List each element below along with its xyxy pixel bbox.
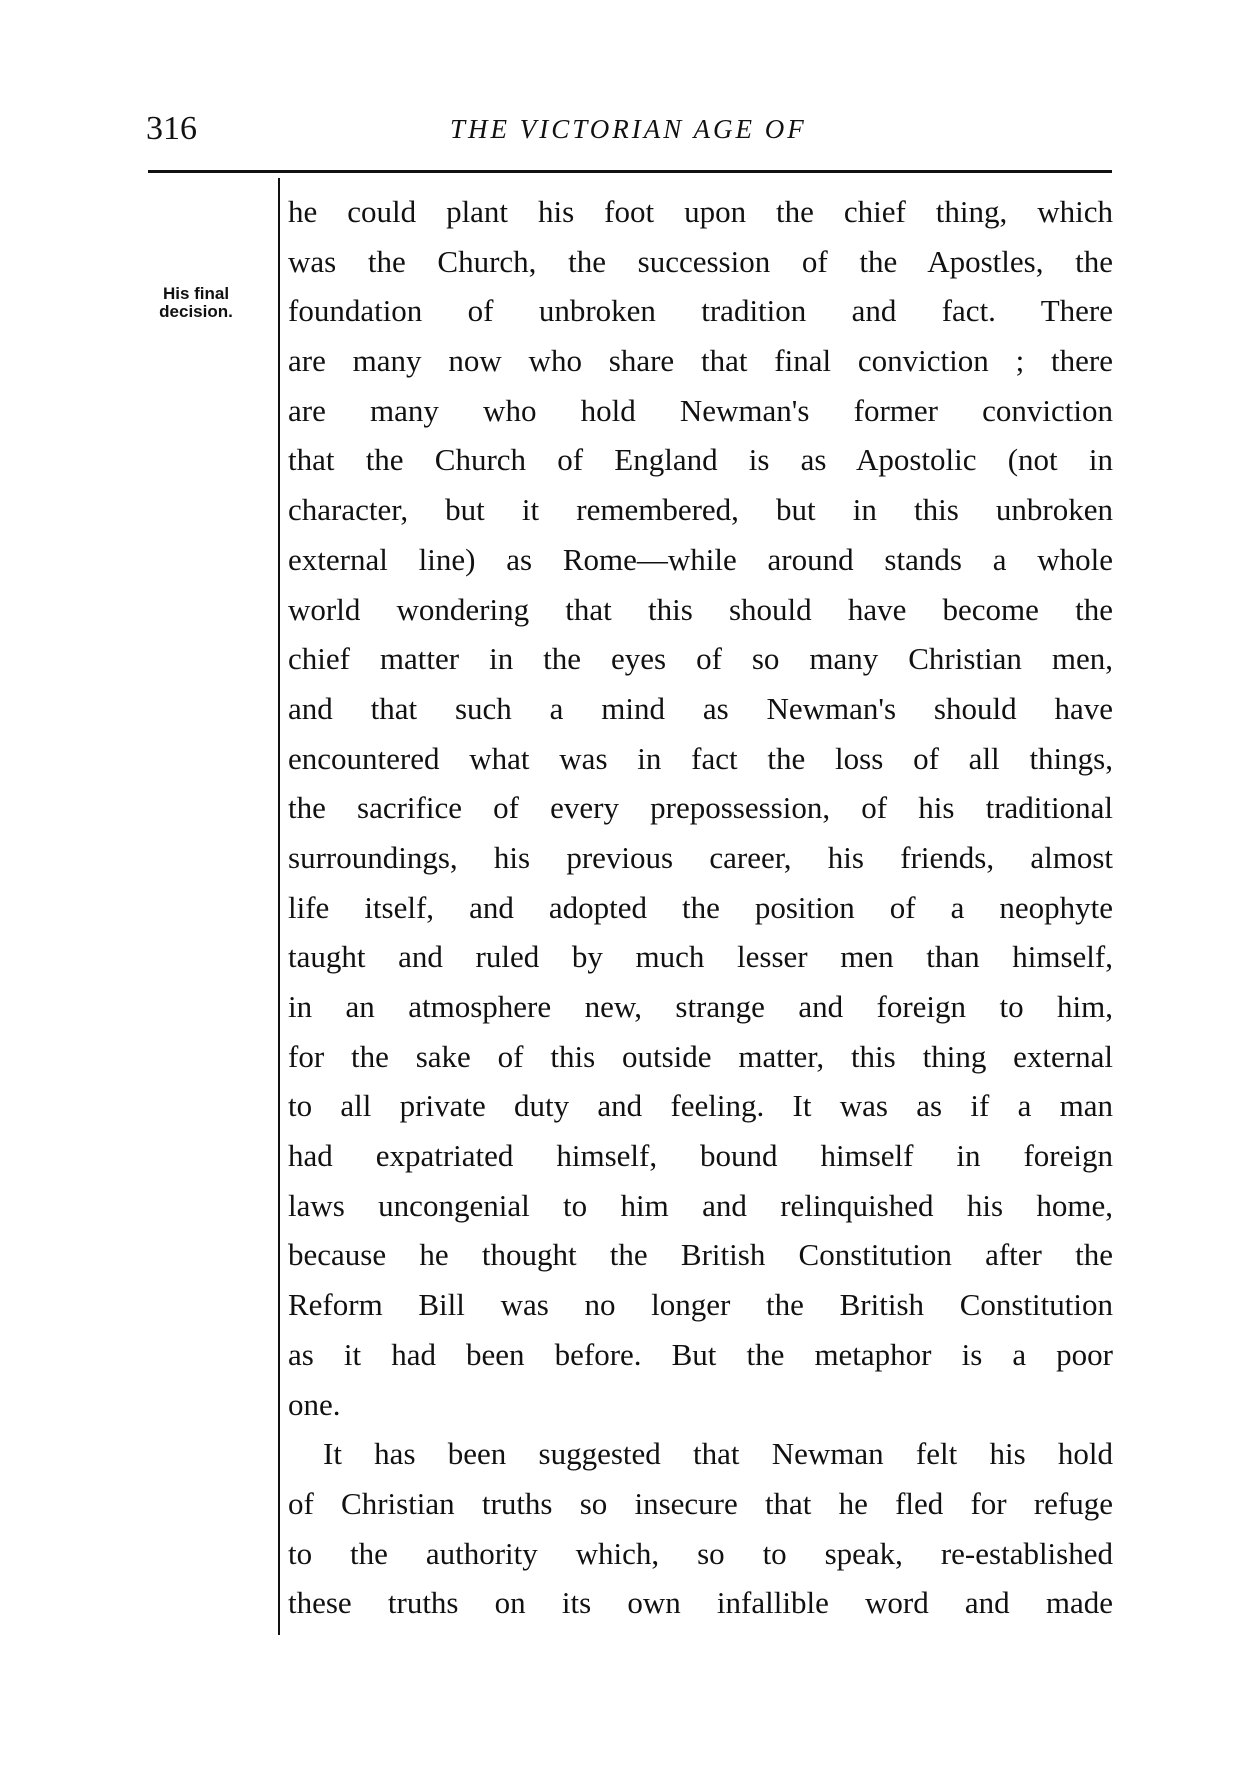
text-line: character, but it remembered, but in this unbroken xyxy=(288,492,1113,528)
text-line: life itself, and adopted the position of a neophyte xyxy=(288,889,1113,925)
text-line: laws uncongenial to him and relinquished his home, xyxy=(288,1187,1113,1223)
text-line: for the sake of this outside matter, this thing external xyxy=(288,1038,1113,1074)
page-number: 316 xyxy=(146,110,197,147)
text-line: as it had been before. But the metaphor is a poor xyxy=(288,1336,1113,1372)
text-line: are many now who share that final conviction ; there xyxy=(288,343,1113,379)
paragraph-start-line: It has been suggested that Newman felt his hold xyxy=(323,1436,1113,1472)
side-note xyxy=(146,285,246,321)
text-line: chief matter in the eyes of so many Christian men, xyxy=(288,641,1113,677)
body-text xyxy=(288,187,1113,1628)
text-line: taught and ruled by much lesser men than himself, xyxy=(288,939,1113,975)
text-line: had expatriated himself, bound himself in foreign xyxy=(288,1138,1113,1174)
header-rule xyxy=(148,170,1112,173)
text-line: surroundings, his previous career, his friends, almost xyxy=(288,839,1113,875)
text-line: world wondering that this should have become the xyxy=(288,591,1113,627)
text-line: and that such a mind as Newman's should have xyxy=(288,690,1113,726)
text-line: of Christian truths so insecure that he fled for refuge xyxy=(288,1485,1113,1521)
side-note-line: decision. xyxy=(159,302,233,321)
text-line: was the Church, the succession of the Apostles, the xyxy=(288,243,1113,279)
text-line: in an atmosphere new, strange and foreign to him, xyxy=(288,989,1113,1024)
paragraph-end-line: one. xyxy=(288,1386,341,1422)
text-line: encountered what was in fact the loss of all things, xyxy=(288,740,1113,776)
running-head: THE VICTORIAN AGE OF xyxy=(450,114,807,144)
text-line: to all private duty and feeling. It was as if a man xyxy=(288,1088,1113,1124)
text-line: that the Church of England is as Apostolic (not in xyxy=(288,442,1113,478)
side-note-line: His final xyxy=(162,284,230,303)
text-line: external line) as Rome—while around stands a whole xyxy=(288,541,1113,577)
text-line: to the authority which, so to speak, re-established xyxy=(288,1535,1113,1571)
text-line: he could plant his foot upon the chief thing, which xyxy=(288,194,1113,229)
text-line: these truths on its own infallible word and made xyxy=(288,1585,1113,1621)
text-line: are many who hold Newman's former conviction xyxy=(288,392,1113,428)
text-line: Reform Bill was no longer the British Constitution xyxy=(288,1287,1113,1323)
text-line: because he thought the British Constitution after the xyxy=(288,1237,1113,1273)
text-line: the sacrifice of every prepossession, of his traditional xyxy=(288,790,1113,826)
text-line: foundation of unbroken tradition and fact. There xyxy=(288,293,1113,329)
margin-rule xyxy=(278,178,280,1635)
